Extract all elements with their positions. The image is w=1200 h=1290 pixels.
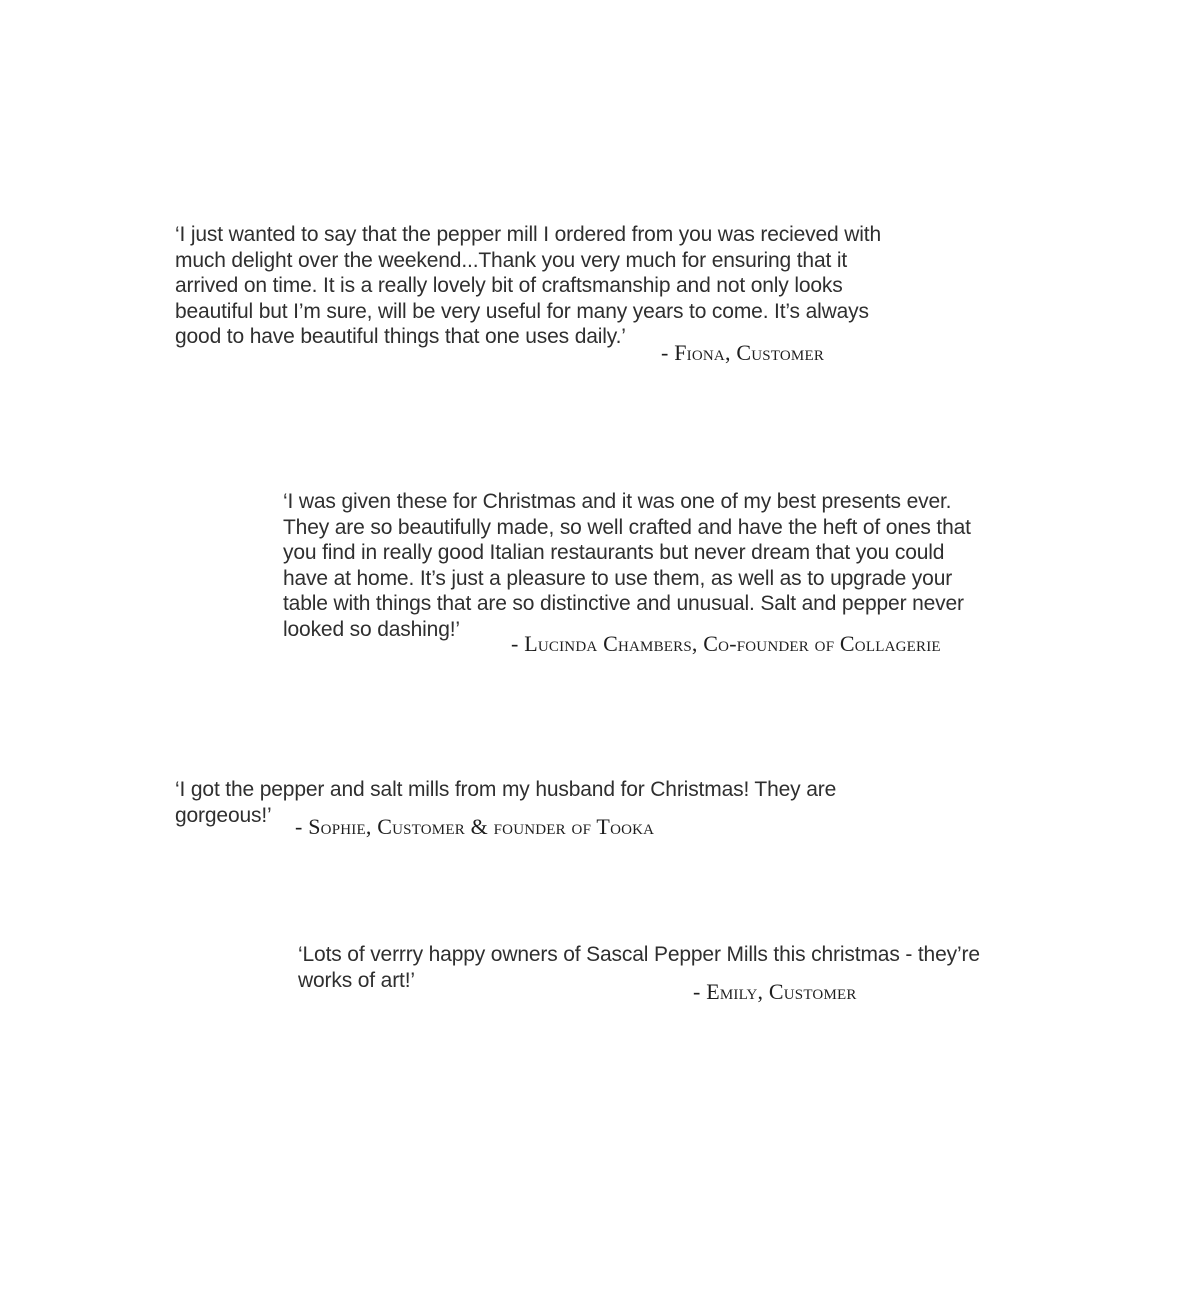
- testimonial-attribution: - Lucinda Chambers, Co-founder of Collagerie: [511, 631, 941, 656]
- testimonial-quote: ‘I was given these for Christmas and it was one of my best presents ever. They are so beautifully made, so well crafted and have the heft of ones that you find in really good Italian restaurants but never dream that you could have at home. It’s just a pleasure to use them, as well as to upgrade your table with things that are so distinctive and unusual. Salt and pepper never looked so dashing!’: [283, 490, 971, 641]
- testimonial-emily: [298, 942, 1038, 1004]
- testimonial-quote: ‘I got the pepper and salt mills from my husband for Christmas! They are gorgeous!’: [175, 778, 837, 827]
- testimonial-quote: ‘I just wanted to say that the pepper mill I ordered from you was recieved with much delight over the weekend...Thank you very much for ensuring that it arrived on time. It is a really lovely bit of craftsmanship and not only looks beautiful but I’m sure, will be very useful for many years to come. It’s always good to have beautiful things that one uses daily.’: [175, 223, 881, 348]
- testimonial-fiona: [175, 222, 935, 365]
- testimonial-sophie: [175, 777, 895, 839]
- testimonial-attribution: - Sophie, Customer & founder of Tooka: [295, 814, 655, 839]
- testimonial-lucinda: [283, 489, 1023, 656]
- testimonial-quote: ‘Lots of verrry happy owners of Sascal Pepper Mills this christmas - they’re works of art!’: [298, 943, 980, 992]
- testimonial-attribution: - Emily, Customer: [693, 979, 857, 1004]
- testimonial-attribution: - Fiona, Customer: [661, 340, 825, 365]
